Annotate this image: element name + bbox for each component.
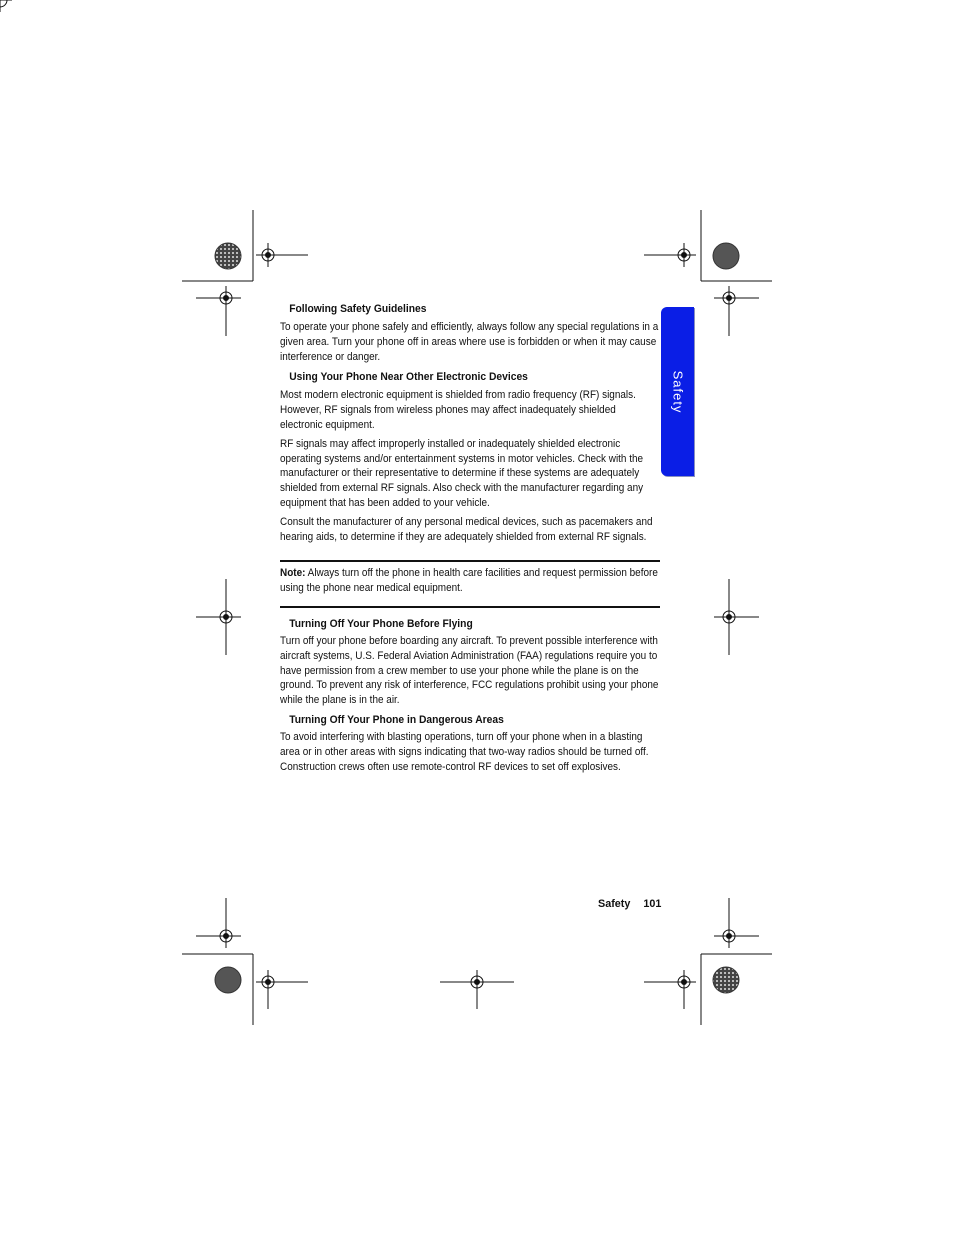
paragraph: RF signals may affect improperly installed or inadequately shielded electronic operating systems and/or entertainment systems in motor vehicles. Check with the manufacturer or their representative to determine if these systems are adequately shielded from external RF signals. Also check with the manufacturer regarding any equipment that has been added to your vehicle. (280, 437, 644, 509)
heading-dangerous-areas: Turning Off Your Phone in Dangerous Areas (289, 713, 504, 726)
paragraph: To avoid interfering with blasting operations, turn off your phone when in a blasting area or in other areas with signs indicating that two-way radios should be turned off. Construction crews often use remote-control RF devices to set off explosives. (280, 730, 649, 773)
footer-section: Safety (598, 898, 631, 910)
page-footer (598, 898, 661, 910)
section-side-tab (661, 307, 694, 476)
note-text: Always turn off the phone in health care facilities and request permission before using the phone near medical equipment. (280, 567, 658, 595)
heading-safety-guidelines: Following Safety Guidelines (289, 303, 427, 315)
page-content (280, 303, 660, 774)
heading-electronic-devices: Using Your Phone Near Other Electronic Devices (289, 371, 528, 384)
note-paragraph (280, 566, 661, 596)
heading-flying: Turning Off Your Phone Before Flying (289, 617, 473, 630)
note-label: Note: (280, 567, 306, 580)
paragraph: Consult the manufacturer of any personal medical devices, such as pacemakers and hearing aids, to determine if they are adequately shielded from external RF signals. (280, 515, 653, 543)
note-box (280, 560, 660, 608)
paragraph: To operate your phone safely and efficiently, always follow any special regulations in a given area. Turn your phone off in areas where use is forbidden or when it may cause interference or danger. (280, 321, 659, 363)
side-tab-label: Safety (670, 370, 685, 413)
paragraph: Most modern electronic equipment is shielded from radio frequency (RF) signals. However, RF signals from wireless phones may affect inadequately shielded electronic equipment. (280, 389, 636, 431)
page-number: 101 (643, 898, 662, 910)
paragraph: Turn off your phone before boarding any aircraft. To prevent possible interference with aircraft systems, U.S. Federal Aviation Administration (FAA) regulations require you to have permission from a crew member to use your phone while the plane is on the ground. To prevent any risk of interference, FCC regulations prohibit using your phone while the plane is in the air. (280, 634, 659, 707)
